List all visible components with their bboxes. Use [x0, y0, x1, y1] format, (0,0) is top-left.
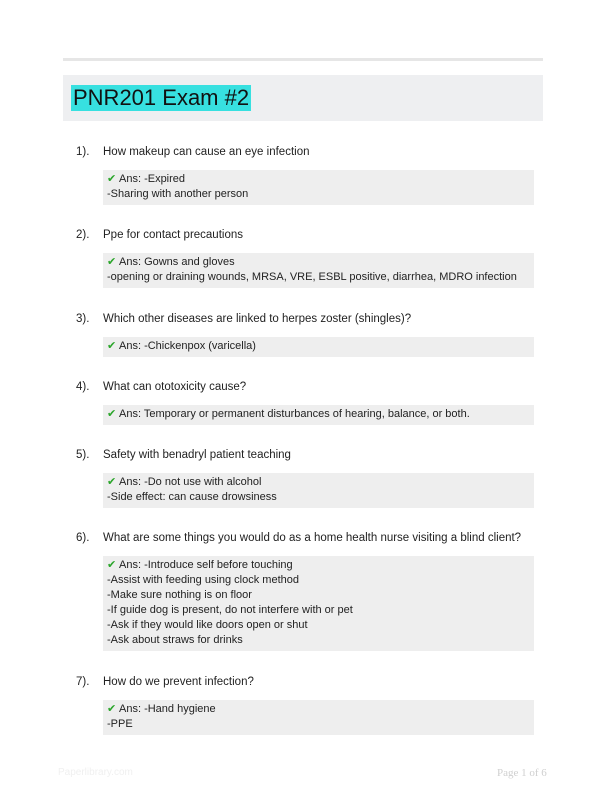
- answer-text: Ans: Gowns and gloves: [119, 256, 235, 268]
- question-text: What are some things you would do as a home health nurse visiting a blind client?: [103, 532, 522, 544]
- question-text: Which other diseases are linked to herpes zoster (shingles)?: [103, 313, 412, 325]
- check-icon: ✔: [107, 256, 117, 268]
- answer-line: [107, 187, 530, 202]
- answer-line: [107, 702, 530, 717]
- answer-text: -Make sure nothing is on floor: [107, 589, 252, 601]
- question-number: 5).: [76, 449, 90, 461]
- answer-box: [103, 473, 534, 508]
- question-number: 7).: [76, 676, 90, 688]
- question-text: Safety with benadryl patient teaching: [103, 449, 291, 461]
- question-text: What can ototoxicity cause?: [103, 381, 247, 393]
- check-icon: ✔: [107, 173, 117, 185]
- answer-line: [107, 255, 530, 270]
- question-number: 4).: [76, 381, 90, 393]
- answer-text: Ans: -Do not use with alcohol: [119, 476, 262, 488]
- answer-line: [107, 475, 530, 490]
- answer-text: -If guide dog is present, do not interfere with or pet: [107, 604, 353, 616]
- answer-text: -PPE: [107, 718, 133, 730]
- answer-line: [107, 717, 530, 732]
- answer-box: [103, 556, 534, 651]
- answer-line: [107, 339, 530, 354]
- question-text: Ppe for contact precautions: [103, 229, 243, 241]
- answer-box: [103, 170, 534, 205]
- answer-line: [107, 270, 530, 285]
- answer-text: -Assist with feeding using clock method: [107, 574, 299, 586]
- answer-text: Ans: -Expired: [119, 173, 186, 185]
- answer-box: [103, 700, 534, 735]
- question-number: 1).: [76, 146, 90, 158]
- check-icon: ✔: [107, 703, 117, 715]
- answer-text: Ans: -Chickenpox (varicella): [119, 340, 256, 352]
- answer-line: [107, 603, 530, 618]
- answer-text: -Sharing with another person: [107, 188, 249, 200]
- answer-line: [107, 172, 530, 187]
- answer-box: [103, 337, 534, 357]
- question-number: 3).: [76, 313, 90, 325]
- answer-text: -opening or draining wounds, MRSA, VRE, ESBL positive, diarrhea, MDRO infection: [107, 271, 517, 283]
- answer-text: Ans: Temporary or permanent disturbances of hearing, balance, or both.: [119, 408, 470, 420]
- answer-text: Ans: -Introduce self before touching: [119, 559, 293, 571]
- answer-text: -Ask about straws for drinks: [107, 634, 243, 646]
- page-title: PNR201 Exam #2: [73, 85, 250, 110]
- answer-box: [103, 253, 534, 288]
- title-bar: [63, 75, 543, 121]
- answer-line: [107, 407, 530, 422]
- answer-text: -Side effect: can cause drowsiness: [107, 491, 277, 503]
- answer-line: [107, 573, 530, 588]
- question-text: How makeup can cause an eye infection: [103, 146, 310, 158]
- question-number: 6).: [76, 532, 90, 544]
- question-number: 2).: [76, 229, 90, 241]
- check-icon: ✔: [107, 559, 117, 571]
- answer-line: [107, 618, 530, 633]
- footer-watermark: Paperlibrary.com: [58, 767, 133, 778]
- answer-line: [107, 588, 530, 603]
- answer-text: -Ask if they would like doors open or shut: [107, 619, 308, 631]
- check-icon: ✔: [107, 476, 117, 488]
- top-rule: [63, 58, 543, 61]
- answer-line: [107, 490, 530, 505]
- answer-text: Ans: -Hand hygiene: [119, 703, 216, 715]
- check-icon: ✔: [107, 408, 117, 420]
- answer-box: [103, 405, 534, 425]
- check-icon: ✔: [107, 340, 117, 352]
- answer-line: [107, 633, 530, 648]
- question-text: How do we prevent infection?: [103, 676, 254, 688]
- page-number: Page 1 of 6: [497, 767, 547, 779]
- answer-line: [107, 558, 530, 573]
